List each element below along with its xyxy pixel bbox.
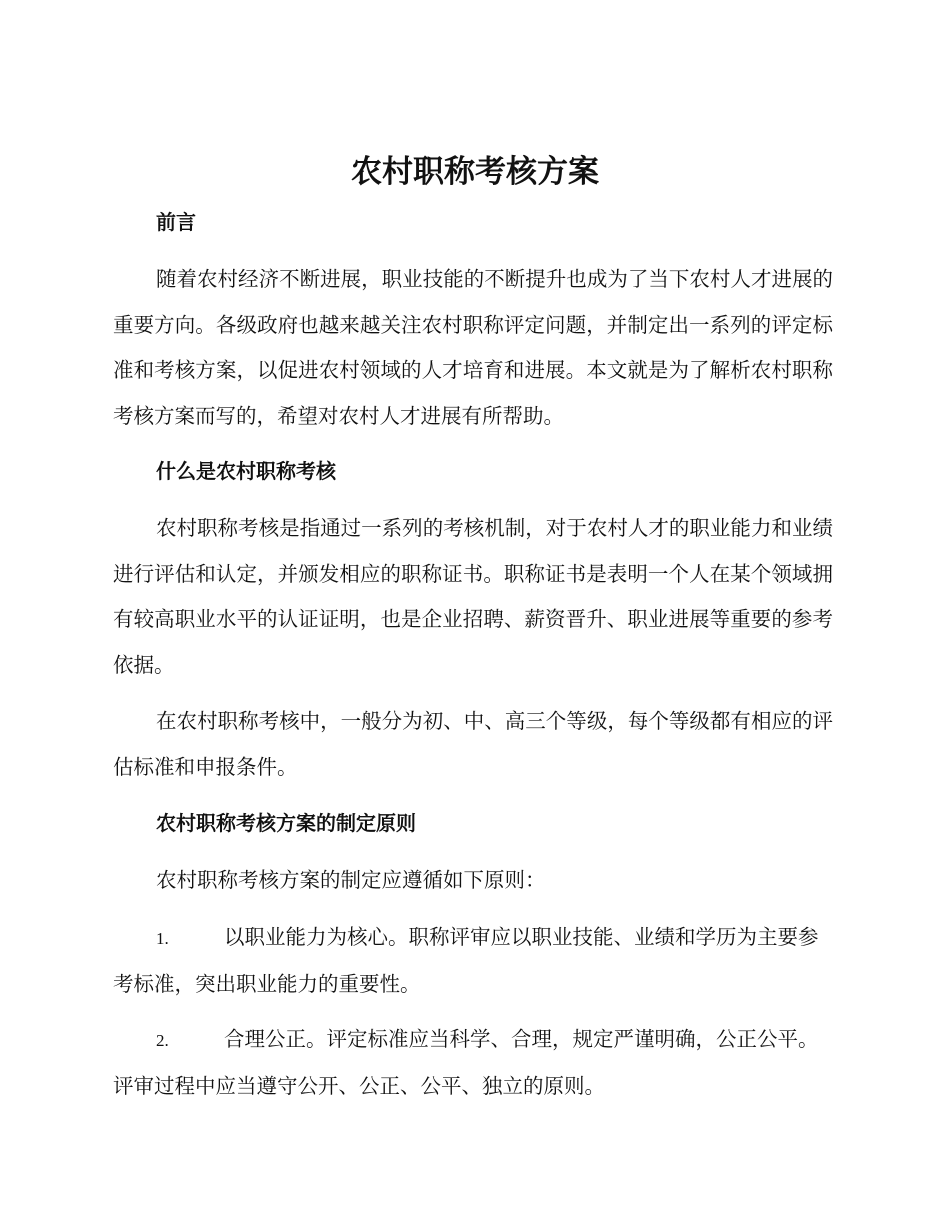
paragraph-principles-intro: 农村职称考核方案的制定应遵循如下原则：	[156, 868, 546, 892]
section-heading-definition: 什么是农村职称考核	[156, 459, 336, 483]
paragraph-levels: 在农村职称考核中，一般分为初、中、高三个等级，每个等级都有相应的评估标准和申报条件。	[113, 709, 833, 779]
list-item-text: 合理公正。评定标准应当科学、合理，规定严谨明确，公正公平。评审过程中应当遵守公开、公正、公平、独立的原则。	[113, 1027, 819, 1098]
list-item-text: 以职业能力为核心。职称评审应以职业技能、业绩和学历为主要参考标准，突出职业能力的重要性。	[113, 925, 819, 996]
list-item	[113, 1017, 833, 1109]
list-item	[113, 915, 833, 1007]
section-heading-principles: 农村职称考核方案的制定原则	[156, 811, 416, 835]
section-heading-preface: 前言	[156, 210, 196, 234]
paragraph-definition: 农村职称考核是指通过一系列的考核机制，对于农村人才的职业能力和业绩进行评估和认定，并颁发相应的职称证书。职称证书是表明一个人在某个领域拥有较高职业水平的认证证明，也是企业招聘、薪资晋升、职业进展等重要的参考依据。	[113, 516, 833, 677]
document-title: 农村职称考核方案	[351, 154, 599, 190]
list-item-number: 2.	[156, 1031, 169, 1050]
paragraph-preface: 随着农村经济不断进展，职业技能的不断提升也成为了当下农村人才进展的重要方向。各级政府也越来越关注农村职称评定问题，并制定出一系列的评定标准和考核方案，以促进农村领域的人才培育和进展。本文就是为了解析农村职称考核方案而写的，希望对农村人才进展有所帮助。	[113, 267, 833, 428]
list-item-number: 1.	[156, 929, 169, 948]
